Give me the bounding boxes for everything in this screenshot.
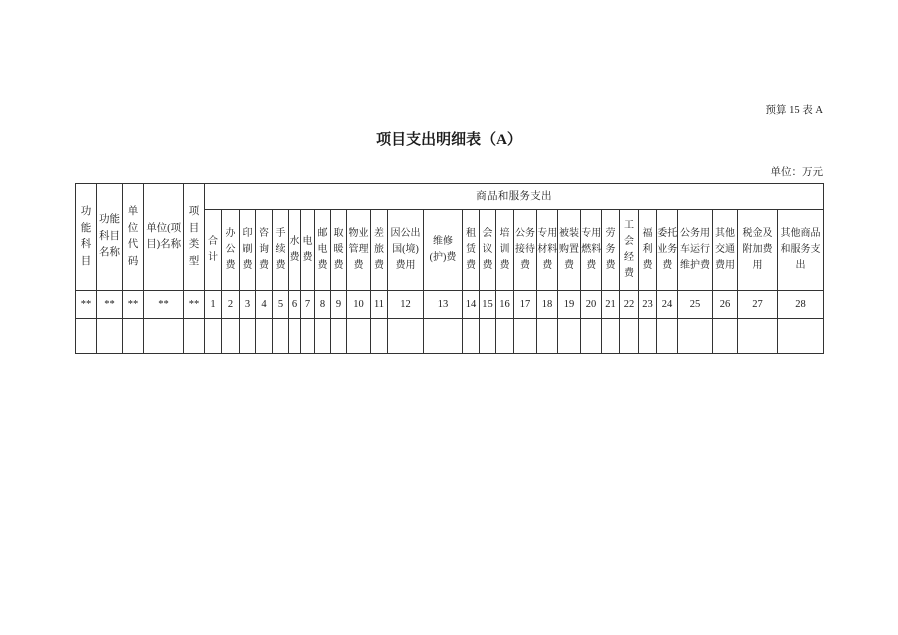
column-header-label: 单位代码: [127, 206, 139, 267]
blank-row-cell: [144, 319, 184, 354]
expense-column-code: 10: [347, 291, 371, 319]
fixed-column-code: **: [97, 291, 123, 319]
column-header-label: 专用材料费: [537, 228, 558, 271]
column-header-label: 委托业务费: [657, 228, 678, 271]
expense-column-header-2: [222, 210, 240, 291]
expense-column-code: 19: [558, 291, 581, 319]
expense-column-header-3: [240, 210, 256, 291]
blank-row-cell: [123, 319, 144, 354]
blank-row-cell: [514, 319, 537, 354]
blank-row-cell: [222, 319, 240, 354]
expense-column-header-7: [301, 210, 315, 291]
blank-row-cell: [289, 319, 301, 354]
expense-column-code: 5: [273, 291, 289, 319]
expense-column-header-20: [581, 210, 602, 291]
expense-column-header-11: [371, 210, 388, 291]
column-header-label: 手续费: [275, 228, 286, 271]
column-header-label: 咨询费: [259, 228, 269, 271]
expense-column-header-21: [602, 210, 620, 291]
column-header-label: 公务接待费: [515, 228, 535, 271]
blank-row-cell: [581, 319, 602, 354]
blank-row-cell: [205, 319, 222, 354]
blank-row-cell: [602, 319, 620, 354]
blank-row-cell: [76, 319, 97, 354]
expense-column-header-9: [331, 210, 347, 291]
blank-row-cell: [678, 319, 713, 354]
budget-table: [75, 183, 824, 354]
column-header-label: 会议费: [482, 228, 493, 271]
expense-column-code: 26: [713, 291, 738, 319]
blank-row-cell: [463, 319, 480, 354]
expense-column-header-28: [778, 210, 824, 291]
column-header-label: 因公出国(境)费用: [390, 228, 421, 271]
blank-row-cell: [347, 319, 371, 354]
unit-project-name-header: [144, 184, 184, 291]
column-header-label: 其他交通费用: [715, 228, 735, 271]
column-header-label: 功能科目: [80, 206, 92, 267]
expense-column-header-15: [480, 210, 496, 291]
expense-column-header-8: [315, 210, 331, 291]
column-header-label: 取暖费: [333, 228, 344, 271]
expense-column-code: 16: [496, 291, 514, 319]
expense-column-code: 13: [424, 291, 463, 319]
expense-column-header-14: [463, 210, 480, 291]
expense-column-code: 12: [388, 291, 424, 319]
expense-column-header-22: [620, 210, 639, 291]
column-header-label: 物业管理费: [348, 228, 369, 271]
expense-column-code: 27: [738, 291, 778, 319]
expense-column-code: 6: [289, 291, 301, 319]
expense-column-code: 8: [315, 291, 331, 319]
blank-row-cell: [537, 319, 558, 354]
column-header-label: 劳务费: [605, 228, 616, 271]
expense-column-code: 3: [240, 291, 256, 319]
blank-row-cell: [315, 319, 331, 354]
expense-column-header-19: [558, 210, 581, 291]
expense-column-header-25: [678, 210, 713, 291]
column-header-label: 水费: [289, 236, 300, 263]
expense-column-code: 17: [514, 291, 537, 319]
blank-row-cell: [620, 319, 639, 354]
expense-column-header-27: [738, 210, 778, 291]
expense-column-header-5: [273, 210, 289, 291]
column-header-label: 公务用车运行维护费: [680, 228, 710, 271]
expense-group-header: 商品和服务支出: [205, 184, 824, 210]
expense-column-header-13: [424, 210, 463, 291]
expense-column-code: 2: [222, 291, 240, 319]
blank-row-cell: [496, 319, 514, 354]
expense-column-code: 23: [639, 291, 657, 319]
column-header-label: 培训费: [499, 228, 510, 271]
blank-row-cell: [713, 319, 738, 354]
blank-row-cell: [424, 319, 463, 354]
expense-column-code: 21: [602, 291, 620, 319]
fixed-column-code: **: [76, 291, 97, 319]
expense-column-header-16: [496, 210, 514, 291]
blank-row-cell: [657, 319, 678, 354]
fixed-column-code: **: [144, 291, 184, 319]
column-header-label: 合计: [208, 236, 218, 263]
fixed-column-code: **: [123, 291, 144, 319]
column-header-label: 维修(护)费: [429, 236, 457, 263]
expense-column-code: 11: [371, 291, 388, 319]
blank-row-cell: [184, 319, 205, 354]
column-header-label: 税金及附加费用: [742, 228, 773, 271]
expense-column-header-12: [388, 210, 424, 291]
page-title: 项目支出明细表（A）: [376, 132, 522, 148]
blank-row-cell: [639, 319, 657, 354]
expense-column-header-24: [657, 210, 678, 291]
expense-column-code: 9: [331, 291, 347, 319]
expense-column-header-6: [289, 210, 301, 291]
expense-column-code: 25: [678, 291, 713, 319]
column-header-label: 印刷费: [242, 228, 253, 271]
blank-row-cell: [256, 319, 273, 354]
column-header-label: 差旅费: [374, 228, 384, 271]
blank-row-cell: [778, 319, 824, 354]
column-header-label: 办公费: [225, 228, 236, 271]
expense-column-code: 4: [256, 291, 273, 319]
expense-column-header-26: [713, 210, 738, 291]
column-header-label: 功能科目名称: [98, 214, 120, 259]
blank-row-cell: [558, 319, 581, 354]
column-header-label: 电费: [302, 236, 313, 263]
column-header-label: 其他商品和服务支出: [780, 228, 821, 271]
column-header-label: 项目类型: [188, 206, 200, 267]
fixed-column-code: **: [184, 291, 205, 319]
expense-column-code: 15: [480, 291, 496, 319]
functional-subject-name-header: [97, 184, 123, 291]
expense-column-code: 7: [301, 291, 315, 319]
blank-row-cell: [331, 319, 347, 354]
functional-subject-header: [76, 184, 97, 291]
column-header-label: 工会经费: [624, 220, 634, 279]
expense-column-code: 1: [205, 291, 222, 319]
expense-column-code: 18: [537, 291, 558, 319]
column-header-label: 专用燃料费: [581, 228, 602, 271]
blank-row-cell: [240, 319, 256, 354]
expense-column-code: 14: [463, 291, 480, 319]
expense-column-header-10: [347, 210, 371, 291]
column-header-label: 被装购置费: [559, 228, 579, 271]
unit-label: 单位：万元: [770, 167, 823, 178]
expense-column-header-18: [537, 210, 558, 291]
blank-row-cell: [301, 319, 315, 354]
expense-column-header-23: [639, 210, 657, 291]
column-header-label: 邮电费: [317, 228, 328, 271]
expense-column-header-17: [514, 210, 537, 291]
blank-row-cell: [273, 319, 289, 354]
expense-column-code: 28: [778, 291, 824, 319]
blank-row-cell: [738, 319, 778, 354]
expense-column-code: 22: [620, 291, 639, 319]
project-type-header: [184, 184, 205, 291]
blank-row-cell: [97, 319, 123, 354]
unit-code-header: [123, 184, 144, 291]
column-header-label: 单位(项目)名称: [146, 222, 182, 250]
expense-column-code: 24: [657, 291, 678, 319]
expense-column-header-4: [256, 210, 273, 291]
blank-row-cell: [388, 319, 424, 354]
blank-row-cell: [480, 319, 496, 354]
form-code-label: 预算 15 表 A: [765, 105, 823, 116]
expense-column-header-1: [205, 210, 222, 291]
column-header-label: 租赁费: [466, 228, 476, 271]
expense-column-code: 20: [581, 291, 602, 319]
column-header-label: 福利费: [642, 228, 653, 271]
blank-row-cell: [371, 319, 388, 354]
